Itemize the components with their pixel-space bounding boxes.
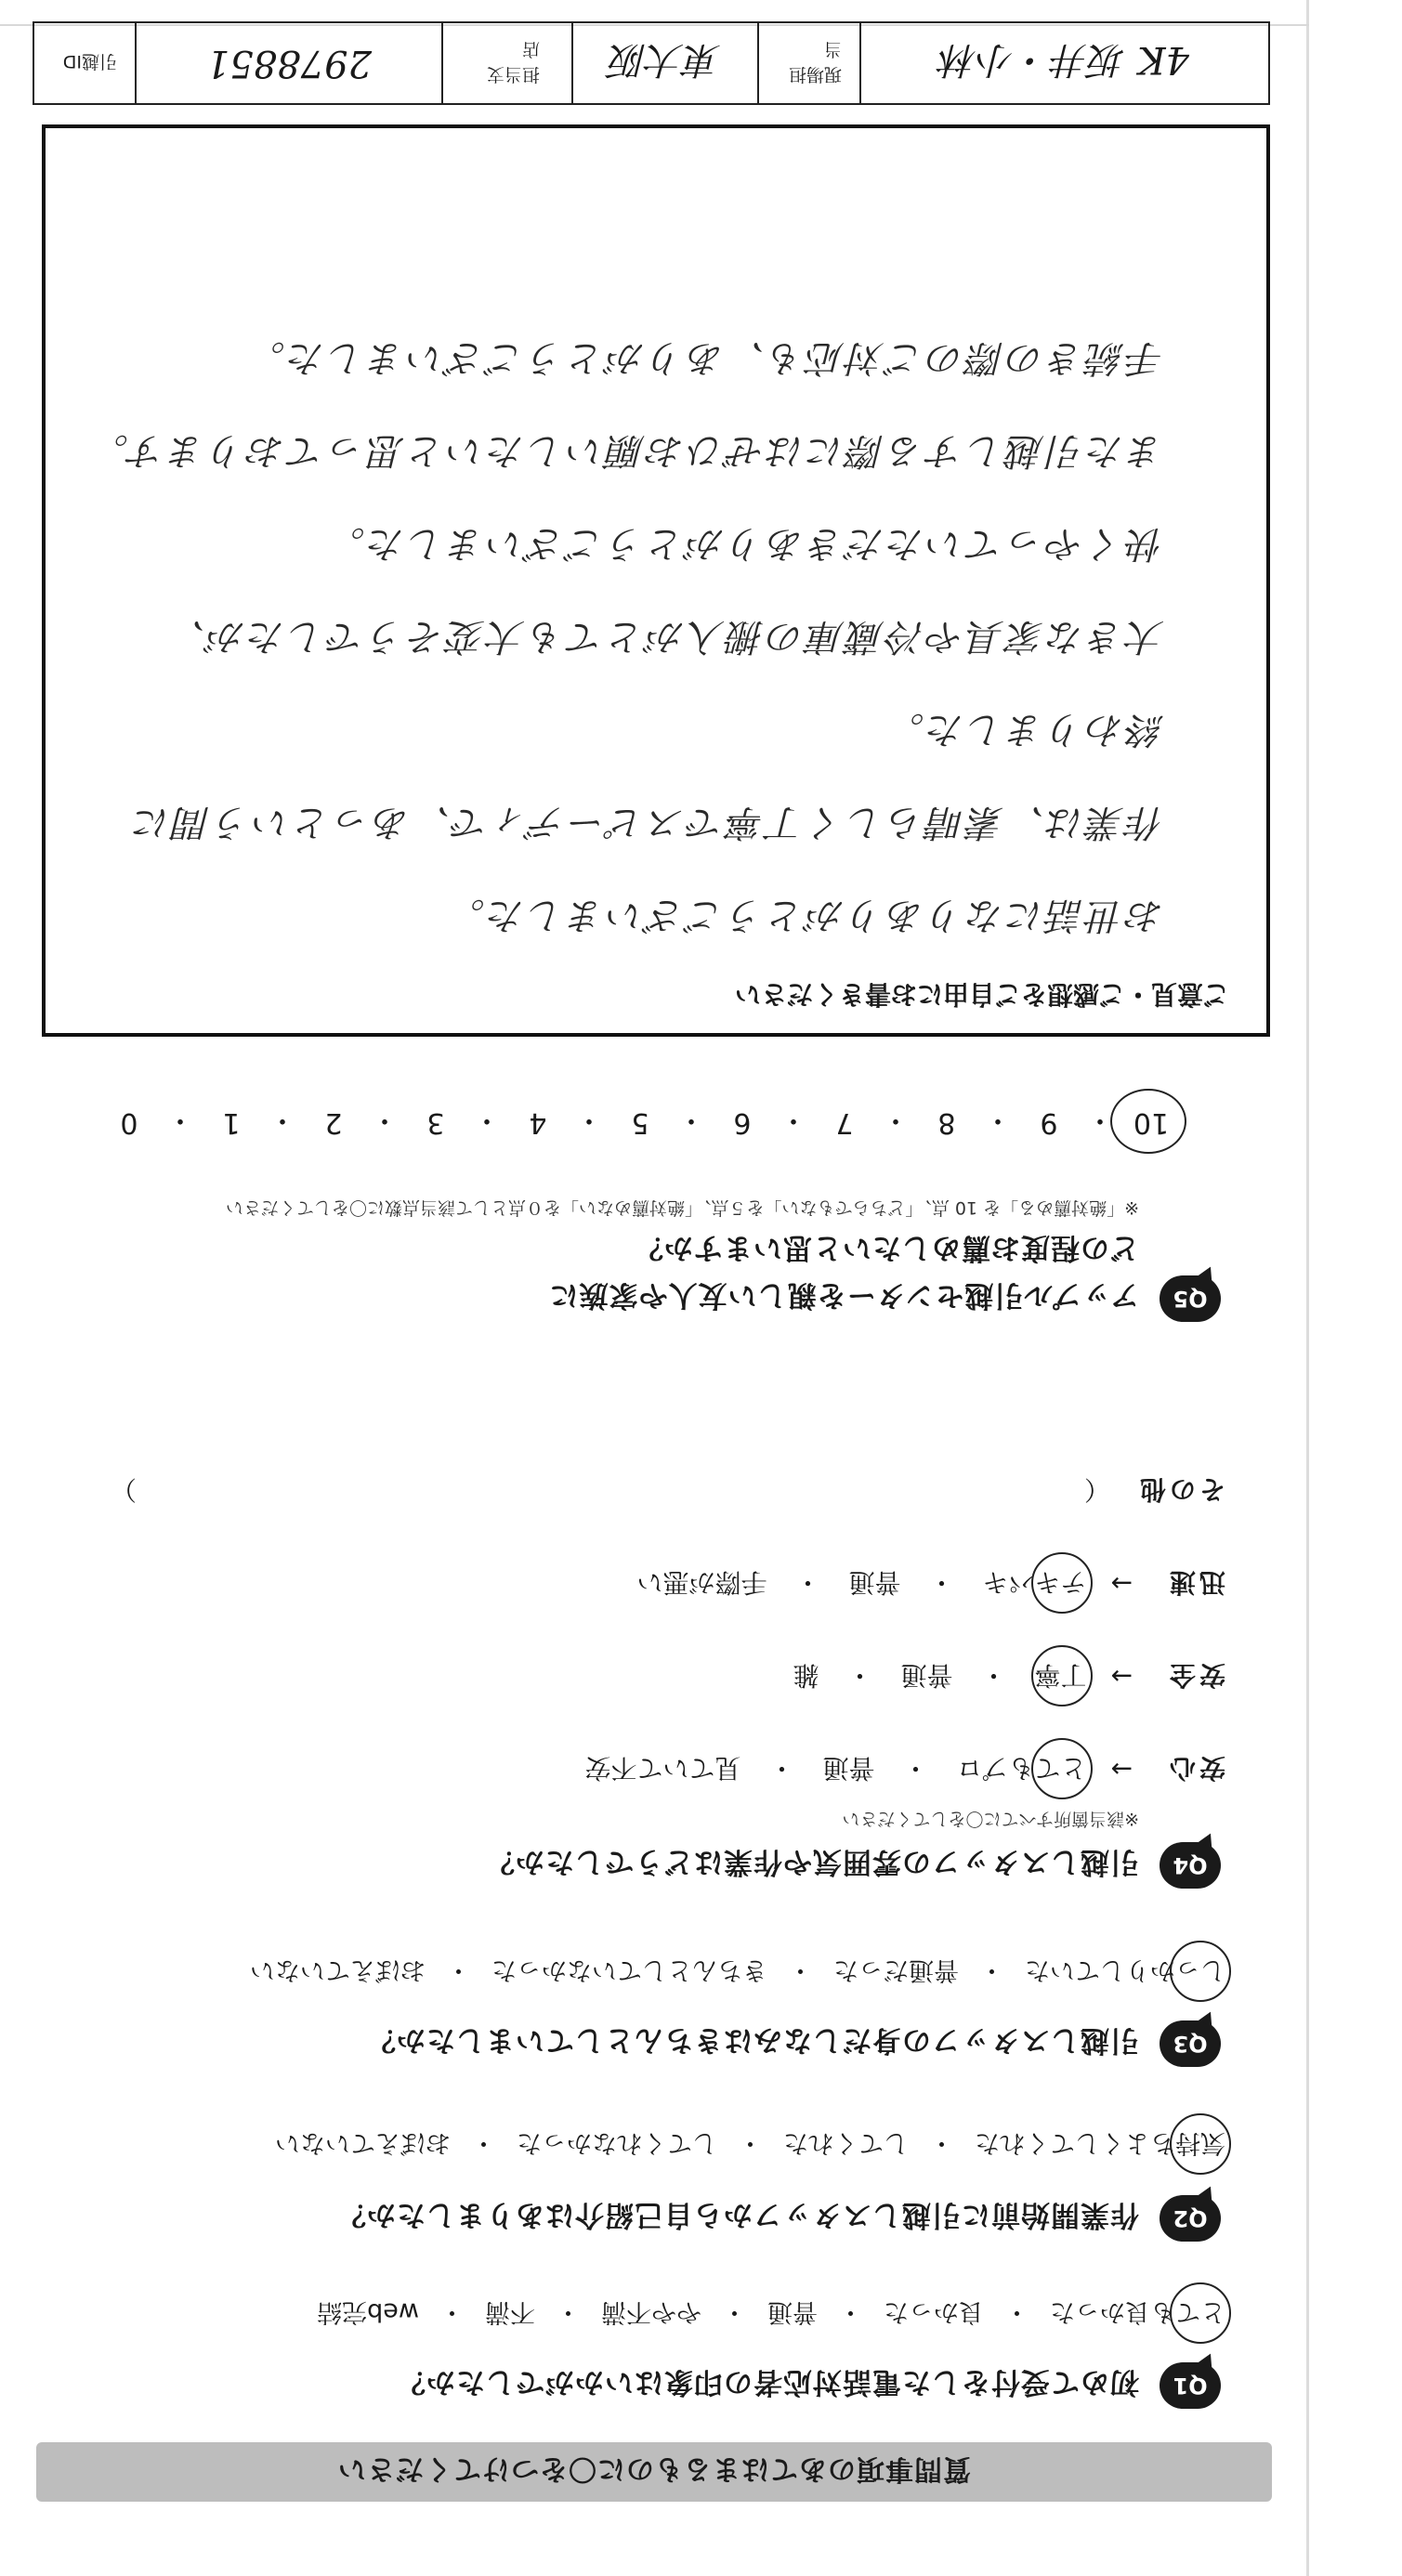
branch-label: 担当支店 [441, 23, 571, 103]
q1-option[interactable]: 不満 [485, 2297, 535, 2326]
q4-option[interactable]: 手際が悪い [636, 1567, 767, 1598]
question-3 [366, 2020, 1221, 2067]
q4-text: 引越しスタッフの雰囲気や作業はどうでしたか？ [485, 1845, 1139, 1879]
q3-option[interactable]: 普通だった [833, 1955, 959, 1984]
q4-option[interactable]: テキパキ [983, 1565, 1087, 1602]
scale-value[interactable]: 1 [222, 1106, 241, 1140]
q5-text-line2: どの程度お薦めしたいと思いますか？ [634, 1231, 1139, 1264]
recommend-scale: 10 ・ 9 ・ 8 ・ 7 ・ 6 ・ 5 ・ 4 ・ 3 ・ 2 ・ 1 ・ 0 [111, 1103, 1170, 1144]
q1-option[interactable]: 良かった [884, 2297, 984, 2326]
scale-value[interactable]: 9 [1040, 1106, 1058, 1140]
comment-box[interactable] [42, 124, 1270, 1037]
scale-value[interactable]: 2 [324, 1106, 343, 1140]
q1-badge: Q1 [1160, 2362, 1221, 2409]
q4-option[interactable]: とてもプロ [957, 1751, 1087, 1788]
q2-option[interactable]: してくれた [783, 2128, 909, 2157]
q4-row-label: 迅速 [1165, 1567, 1225, 1598]
q2-options: 気持ちよくしてくれた ・ してくれた ・ してくれなかった ・ おぼえていない [275, 2127, 1225, 2164]
q4-option[interactable]: 普通 [900, 1660, 953, 1691]
id-value: 2978851 [135, 23, 441, 103]
q4-option[interactable]: 普通 [848, 1567, 901, 1598]
question-5 [549, 1275, 1221, 1322]
comment-line: お世話になりありがとうございました。 [445, 894, 1164, 936]
scale-value[interactable]: 8 [937, 1106, 956, 1140]
q1-text: 初めて受付をした電話対応者の印象はいかがでしたか？ [396, 2365, 1139, 2399]
arrow-icon: → [1110, 1754, 1133, 1785]
other-paren-close: ） [110, 1474, 137, 1505]
comment-line: 作業は、素晴らしく丁寧でスピーディで、あっという間に [131, 801, 1164, 843]
q4-row-label: その他 [1135, 1474, 1225, 1505]
q3-option[interactable]: しっかりしていた [1025, 1955, 1225, 1991]
q4-option[interactable]: 見ていて不安 [584, 1753, 741, 1784]
leader-value: 4K 坂井・小林 [859, 23, 1268, 103]
scale-value[interactable]: 5 [631, 1106, 649, 1140]
q4-note: ※該当箇所すべてに〇をしてください [842, 1809, 1139, 1829]
arrow-icon: → [1110, 1568, 1133, 1600]
page-edge [1306, 0, 1309, 2576]
q4-option[interactable]: 普通 [822, 1753, 875, 1784]
q4-row-label: 安全 [1165, 1660, 1225, 1691]
q4-row-anshin: 安心 → とてもプロ ・ 普通 ・ 見ていて不安 [584, 1751, 1225, 1788]
instruction-banner: 質問事項のあてはまるものに〇をつけてください [36, 2442, 1272, 2502]
q2-option[interactable]: してくれなかった [517, 2128, 717, 2157]
q1-option[interactable]: とても良かった [1050, 2296, 1225, 2333]
branch-value: 東大阪 [571, 23, 757, 103]
q2-badge: Q2 [1160, 2195, 1221, 2242]
q1-option[interactable]: やや不満 [601, 2297, 701, 2326]
q1-options: とても良かった ・ 良かった ・ 普通 ・ やや不満 ・ 不満 ・ web完結 [317, 2296, 1225, 2333]
scale-value[interactable]: 6 [733, 1106, 752, 1140]
q4-badge: Q4 [1160, 1842, 1221, 1889]
comment-title: ご意見・ご感想をご自由にお書きください [734, 979, 1229, 1010]
id-label: 引越ID [62, 51, 117, 72]
arrow-icon: → [1110, 1661, 1133, 1693]
q3-option[interactable]: きちんとしていなかった [491, 1955, 767, 1984]
other-paren-open: （ [1083, 1474, 1110, 1505]
question-1 [396, 2362, 1221, 2409]
q2-option[interactable]: 気持ちよくしてくれた [975, 2127, 1225, 2164]
q5-text-line1: アップル引越センターを親しい友人や家族に [548, 1278, 1139, 1313]
q4-option[interactable]: 丁寧 [1035, 1658, 1087, 1695]
scale-value[interactable]: 10 [1133, 1106, 1170, 1140]
q1-option[interactable]: 普通 [767, 2297, 818, 2326]
q3-badge: Q3 [1160, 2020, 1221, 2067]
q4-option[interactable]: 雑 [793, 1660, 819, 1691]
q2-text: 作業開始前に引越しスタッフから自己紹介はありましたか？ [336, 2198, 1139, 2232]
comment-line: 手続きの際のご対応も、ありがとうございました。 [245, 336, 1164, 379]
comment-line: 快くやっていただきありがとうございました。 [325, 522, 1164, 565]
leader-label: 現場担当 [757, 23, 859, 103]
q5-badge: Q5 [1160, 1275, 1221, 1322]
q4-row-jinsoku: 迅速 → テキパキ ・ 普通 ・ 手際が悪い [636, 1565, 1225, 1602]
comment-line: 終わりました。 [884, 708, 1164, 751]
q3-text: 引越しスタッフの身だしなみはきちんとしていましたか？ [366, 2023, 1139, 2058]
scale-value[interactable]: 0 [120, 1106, 138, 1140]
comment-line: 大きな家具や冷蔵庫の搬入がとても大変そうでしたが、 [165, 615, 1164, 658]
comment-line: また引越しする際にはぜひお願いしたいと思っております。 [88, 429, 1164, 472]
q1-option[interactable]: web完結 [317, 2297, 419, 2326]
q3-option[interactable]: おぼえていない [250, 1955, 426, 1984]
question-2 [336, 2195, 1221, 2242]
scale-value[interactable]: 7 [835, 1106, 854, 1140]
q3-options: しっかりしていた ・ 普通だった ・ きちんとしていなかった ・ おぼえていない [250, 1955, 1225, 1991]
q5-note: ※「絶対薦める」を 10 点、「どちらでもない」を５点、「絶対薦めない」を０点として該当点数に〇をしてください [226, 1197, 1139, 1218]
q4-row-anzen: 安全 → 丁寧 ・ 普通 ・ 雑 [793, 1658, 1225, 1695]
q2-option[interactable]: おぼえていない [275, 2128, 451, 2157]
q4-row-label: 安心 [1165, 1753, 1225, 1784]
scale-value[interactable]: 3 [426, 1106, 445, 1140]
info-table [33, 21, 1270, 105]
question-4 [485, 1842, 1221, 1889]
scale-value[interactable]: 4 [529, 1106, 547, 1140]
q4-row-other [111, 1472, 1225, 1510]
